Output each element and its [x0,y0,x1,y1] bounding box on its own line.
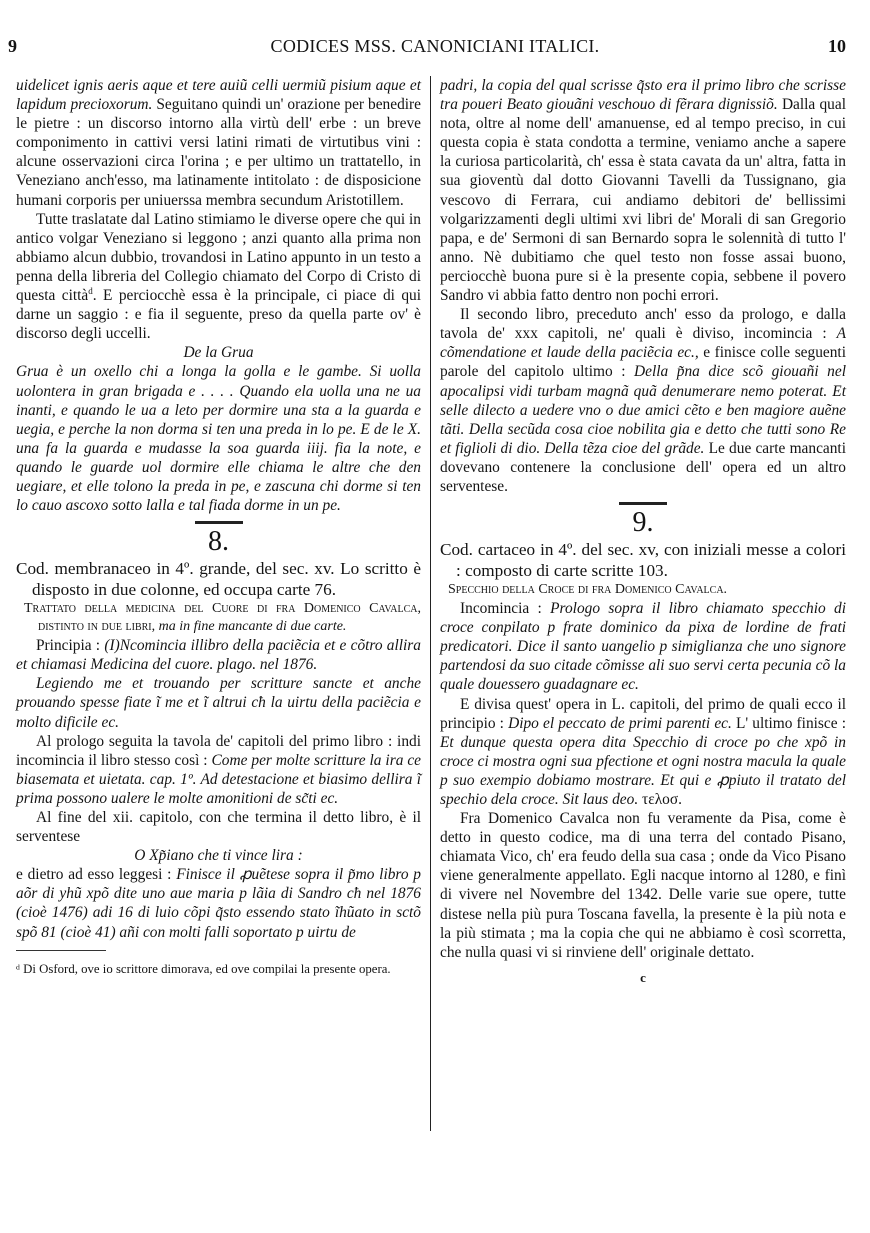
telos-word: τελοσ. [642,791,682,808]
right-paragraph-1-text: Dalla qual nota, oltre al nome dell' amanuense, ed al tempo preciso, in cui questa copia è stata condotta a termine, veniamo anche a sapere la curiosa particolarità, ch' essa è stata cavata da un' altra, fatta in sua gioventù dal dotto Giovanni Tavelli da Tussignano, gia vescovo di Ferrara, cui andiamo debitori de' bellissimi volgarizzamenti degli ultimi xvi libri de' Morali di san Gregorio papa, e de' Sermoni di san Bernardo sopra le solennità di tutto l' anno. Nè dubitiamo che quel testo non fosse assai buono, perciocchè buona pure si è la presente copia, sebbene il povero Sandro vi abbia fatto dentro non pochi errori. [440,96,846,305]
right-paragraph-2 [440,305,846,496]
legiendo-paragraph: Legiendo me et trouando per scritture sancte et anche prouando spesse fiate ĩ me et ĩ altrui cħ la uirtu della paciẽcia e molto dificile ec. [16,675,421,731]
dietro-paragraph [16,865,421,941]
right-paragraph-2-c: Le due carte mancanti dovevano contenere la conclusione dell' opera ed un altro serventese. [440,439,846,495]
fra-domenico-paragraph: Fra Domenico Cavalca non fu veramente da Pisa, come è detto in questo codice, ma di una terra del contado Pisano, chiamata Vico, ch' era feudo della sua casa ; onde da Vico Pisano viene generalmente appellato. Egli nacque intorno al 1280, e finì di vivere nel Novembre del 1342. Delle varie sue opere, tutte distese nella più pura Toscana favella, la presente è la più nota e la più stimata ; ma la copia che qui ne abbiamo è così scorretta, che nulla quasi vi si rinviene dell' originale dettato. [440,810,846,961]
incomincia-label: Incomincia : [460,600,542,618]
right-paragraph-1 [440,76,846,305]
principia-label: Principia : [36,637,101,655]
left-paragraph-1 [16,76,421,210]
divisa-quote-2: Et dunque questa opera dita Specchio di croce po che xpõ in croce ci mostra ogni sua pfectione et ogni nostra macula la quale p suo exempio dobiamo mostrare. Et qui e ꝓpiuto il tratato del spechio dela croce. Sit laus deo. [440,733,846,808]
incomincia-text: Prologo sopra il libro chiamato specchio di croce conpilato p frate dominico da pixa de lordine de frati predicatori. Dice il santo uangelio p simiglianza che uno signore partendosi da suo citade cõmisse ali suo servi certa pecunia cõ la quale douessero guadagnare ec. [440,600,846,694]
left-paragraph-1-text: Seguitano quindi un' orazione per benedire le pietre : un discorso intorno alla virtù dell' erbe : un breve componimento in cattivi versi latini rimati de virtutibus vini : alcune osservazioni circa l'orina ; e per ultimo un trattatello, in Veneziano anch'esso, ma latinamente intitolato : de disposicione humani corporis per uniuerssa membra secundum Aristotillem. [16,96,422,209]
left-column [16,76,421,977]
prologo-quote: Come per molte scritture la ira ce biasemata et uietata. cap. 1º. Ad detestacione et biasimo dellira ĩ prima possono ualere le molte amonitioni de sc̃ti ec. [16,751,421,807]
principia-paragraph [16,636,421,674]
left-paragraph-2 [16,210,421,344]
section-rule [195,521,243,524]
quote-grua: Grua è un oxello chi a longa la golla e le gambe. Si uolla uolontera in gran brigada e . . . . Quando ela uolla una ne ua inanti, e quando le ua a leto per dormire una sta a la guarda e uegia, e perche la non dorma si ten una preda in lo pe. E de le X. una fa la guarda e mudasse la soa guarda iiij. fia la note, e quando le guarde uol dormire elle chiama le altre che den uegiare, et elle tolono la preda in pe, e zascuna chi dorme si ten lo cauo ascoxo sotto lalla e tal fiada dorme in un pe. [16,363,421,515]
codex-9-description: Cod. cartaceo in 4º. del sec. xv, con iniziali messe a colori : composto di carte scritte 103. [440,540,846,581]
running-header [0,36,870,60]
incomincia-paragraph [440,599,846,694]
left-paragraph-2-tail: . E perciocchè essa è la principale, ci piace di qui darne un saggio : e fia il seguente, preso da quella parte ov' è discorso degli uccelli. [16,287,421,343]
latin-excerpt: uidelicet ignis aeris aque et tere auiũ celli uermiũ pisium aque et lapidum precioxorum. [16,77,421,114]
codex-8-description: Cod. membranaceo in 4º. grande, del sec. xv. Lo scritto è disposto in due colonne, ed occupa carte 76. [16,559,421,600]
footnote-ref: d [88,285,93,296]
codex-9-title: Specchio della Croce di fra Domenico Cavalca. [448,582,728,598]
page-number-left: 9 [8,36,17,56]
prologo-text: Al prologo seguita la tavola de' capitoli del primo libro : indi incomincia il libro stesso così : [16,732,421,769]
footnote: ᵈ Di Osford, ove io scrittore dimorava, ed ove compilai la presente opera. [16,961,391,976]
right-paragraph-2-quote-2: Della p̃na dice scõ giouañi nel apocalipsi vidi turbam magnã quã denumerare nemo poterat. Et selle dilecto a uedere vno o due amici cẽto e ben magiore auẽne tãti. Della secũda cosa cioe nobilita gia e detto che tutti sono Re et figlioli di dio. Della tẽza cioe del grãde. [440,363,846,457]
right-paragraph-2-quote: A cõmendatione et laude della paciẽcia ec., [440,325,846,362]
principia-text: (I)Ncominciа illibro della paciẽcia et e cõtro allira et chiamasi Medicina del cuore. plago. nel 1876. [16,637,421,674]
page-number-right: 10 [828,36,846,56]
divisa-paragraph [440,695,846,810]
codex-8-title-note: ma in fine mancante di due carte. [158,619,347,635]
footnote-rule [16,950,106,951]
right-column [440,76,846,987]
left-paragraph-2-text: Tutte traslatate dal Latino stimiamo le diverse opere che qui in antico volgar Veneziano si leggono ; anzi quanto alla prima non abbiamo alcun dubbio, trovandosi in Latino appunto in un testo a penna della libreria del Collegio chiamato del Corpo di Cristo di questa città [16,210,421,305]
quote-heading: De la Grua [183,344,254,362]
signature-mark: c [640,969,646,985]
fine-paragraph: Al fine del xii. capitolo, con che termina il detto libro, è il serventese [16,809,421,846]
right-paragraph-2-b: e finisce colle seguenti parole del capitolo ultimo : [440,344,846,381]
divisa-text-b: L' ultimo finisce : [735,714,846,732]
divisa-quote: Dipo el peccato de primi parenti ec. [508,714,732,732]
column-divider [430,76,431,1131]
section-number-9: 9. [632,507,654,539]
prologo-paragraph [16,732,421,808]
colophon-quote: padri, la copia del qual scrisse q̃sto era il primo libro che scrisse tra poueri Beato giouãni veschouo di fẽrara dignissiõ. [440,77,846,114]
dietro-text: e dietro ad esso leggesi : [16,866,172,884]
divisa-text: E divisa quest' opera in L. capitoli, del primo de quali ecco il principio : [440,695,846,732]
right-paragraph-2-a: Il secondo libro, preceduto anch' esso da prologo, e dalla tavola de' xxx capitoli, ne' quali è diviso, incomincia : [440,306,846,343]
dietro-quote: Finisce il ꝓuẽtese sopra il p̃mo libro p aõr di yhũ xpõ dite uno aue maria p lãia di Sandro cħ nel 1876 (cioè 1476) adi 16 di luio cõpi q̃sto essendo stato ĩhũato in sctõ spõ 81 (cioè 41) añi con molti falli soportato p uirtu de [16,866,421,941]
codex-8-title [16,600,421,636]
section-rule [619,502,667,505]
serventese-line: O Xp̃iano che ti vince lira : [134,847,303,865]
codex-8-title-text: Trattato della medicina del Cuore di fra Domenico Cavalca, distinto in due libri, [24,601,421,635]
running-title: CODICES MSS. CANONICIANI ITALICI. [270,36,600,56]
section-number-8: 8. [208,526,229,558]
